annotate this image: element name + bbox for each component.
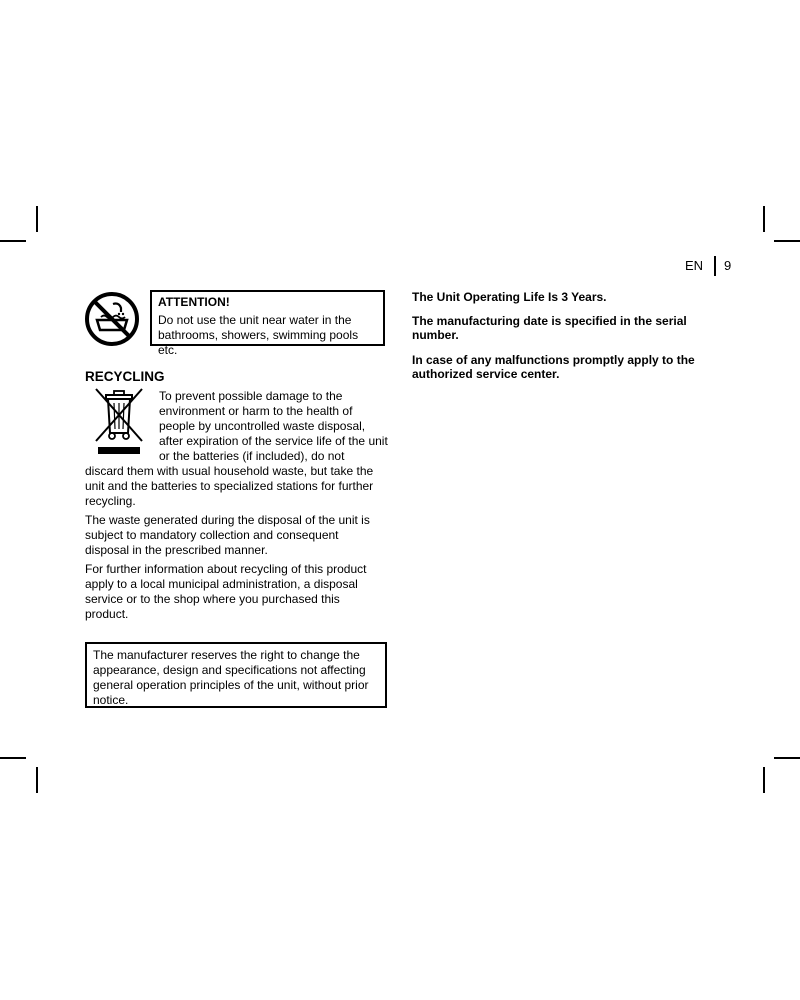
header-divider	[714, 256, 716, 276]
no-water-icon	[83, 290, 141, 348]
page-number: 9	[724, 258, 732, 273]
crop-mark	[774, 757, 800, 759]
waste-disposal-paragraph: The waste generated during the disposal of the unit is subject to mandatory collection and consequent disposal in the prescribed manner.	[85, 513, 370, 557]
operating-life-text: The Unit Operating Life Is 3 Years.	[412, 290, 607, 304]
crop-mark	[36, 206, 38, 232]
manufacturing-date-text: The manufacturing date is specified in the serial number.	[412, 314, 687, 342]
manufacturer-notice-text: The manufacturer reserves the right to change the appearance, design and specifications not affecting general operation principles of the unit, without prior notice.	[93, 648, 369, 707]
recycling-heading: RECYCLING	[85, 369, 165, 384]
attention-title: ATTENTION!	[158, 295, 230, 309]
attention-box	[150, 290, 385, 357]
manufacturer-notice-box	[85, 642, 387, 708]
crop-mark	[0, 757, 26, 759]
language-code: EN	[685, 258, 704, 273]
attention-text: Do not use the unit near water in the bathrooms, showers, swimming pools etc.	[158, 313, 359, 357]
recycling-paragraph-wrapped: To prevent possible damage to the environment or harm to the health of people by uncontrolled waste disposal, after expiration of the service life of the unit or the batteries (if included), do not	[159, 389, 388, 463]
crop-mark	[0, 240, 26, 242]
crop-mark	[763, 206, 765, 232]
recycling-paragraph-continued: discard them with usual household waste, but take the unit and the batteries to specialized stations for further recycling.	[85, 464, 374, 508]
crossed-out-bin-icon	[92, 387, 146, 455]
recycling-info-paragraph: For further information about recycling of this product apply to a local municipal administration, a disposal service or to the shop where you purchased this product.	[85, 562, 367, 621]
crop-mark	[774, 240, 800, 242]
malfunctions-text: In case of any malfunctions promptly apply to the authorized service center.	[412, 353, 695, 381]
crop-mark	[36, 767, 38, 793]
crop-mark	[763, 767, 765, 793]
